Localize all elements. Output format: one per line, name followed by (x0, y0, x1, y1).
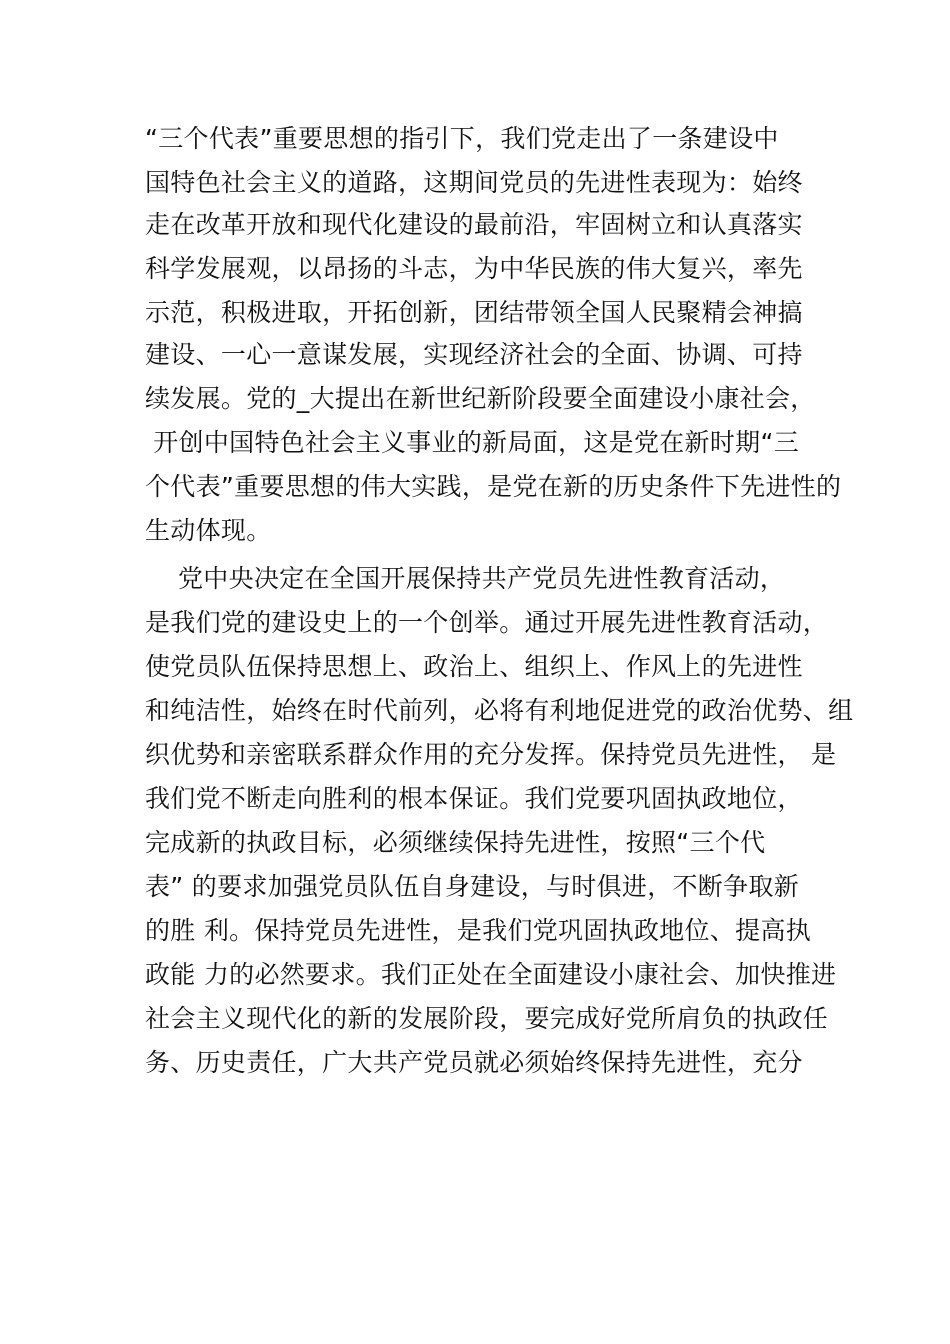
text-line: 织优势和亲密联系群众作用的充分发挥。保持党员先进性， 是 (145, 740, 837, 769)
text-line: 使党员队伍保持思想上、政治上、组织上、作风上的先进性 (145, 652, 803, 681)
text-line: 是我们党的建设史上的一个创举。通过开展先进性教育活动， (145, 608, 829, 637)
text-line: 国特色社会主义的道路，这期间党员的先进性表现为：始终 (145, 168, 803, 197)
text-line: 我们党不断走向胜利的根本保证。我们党要巩固执政地位， (145, 784, 803, 813)
text-line: 党中央决定在全国开展保持共产党员先进性教育活动， (145, 564, 786, 593)
text-line: 走在改革开放和现代化建设的最前沿，牢固树立和认真落实 (145, 210, 803, 239)
text-line: 开创中国特色社会主义事业的新局面，这是党在新时期“三 (145, 428, 800, 457)
text-line: 建设、一心一意谋发展，实现经济社会的全面、协调、可持 (145, 340, 803, 369)
text-line: 个代表”重要思想的伟大实践，是党在新的历史条件下先进性的 (145, 472, 842, 501)
text-line: 续发展。党的_大提出在新世纪新阶段要全面建设小康社会， (145, 384, 816, 413)
text-line: “三个代表”重要思想的指引下，我们党走出了一条建设中 (145, 124, 779, 153)
text-line: 生动体现。 (145, 516, 272, 545)
text-line: 政能 力的必然要求。我们正处在全面建设小康社会、加快推进 (145, 960, 837, 989)
text-line: 务、历史责任，广大共产党员就必须始终保持先进性，充分 (145, 1048, 803, 1077)
text-line: 表” 的要求加强党员队伍自身建设，与时俱进，不断争取新 (145, 872, 800, 901)
text-line: 的胜 利。保持党员先进性，是我们党巩固执政地位、提高执 (145, 916, 812, 945)
text-line: 和纯洁性，始终在时代前列，必将有利地促进党的政治优势、组 (145, 696, 854, 725)
text-line: 完成新的执政目标，必须继续保持先进性，按照“三个代 (145, 828, 766, 857)
text-line: 科学发展观，以昂扬的斗志，为中华民族的伟大复兴，率先 (145, 254, 803, 283)
text-line: 社会主义现代化的新的发展阶段，要完成好党所肩负的执政任 (145, 1004, 829, 1033)
text-line: 示范，积极进取，开拓创新，团结带领全国人民聚精会神搞 (145, 298, 803, 327)
